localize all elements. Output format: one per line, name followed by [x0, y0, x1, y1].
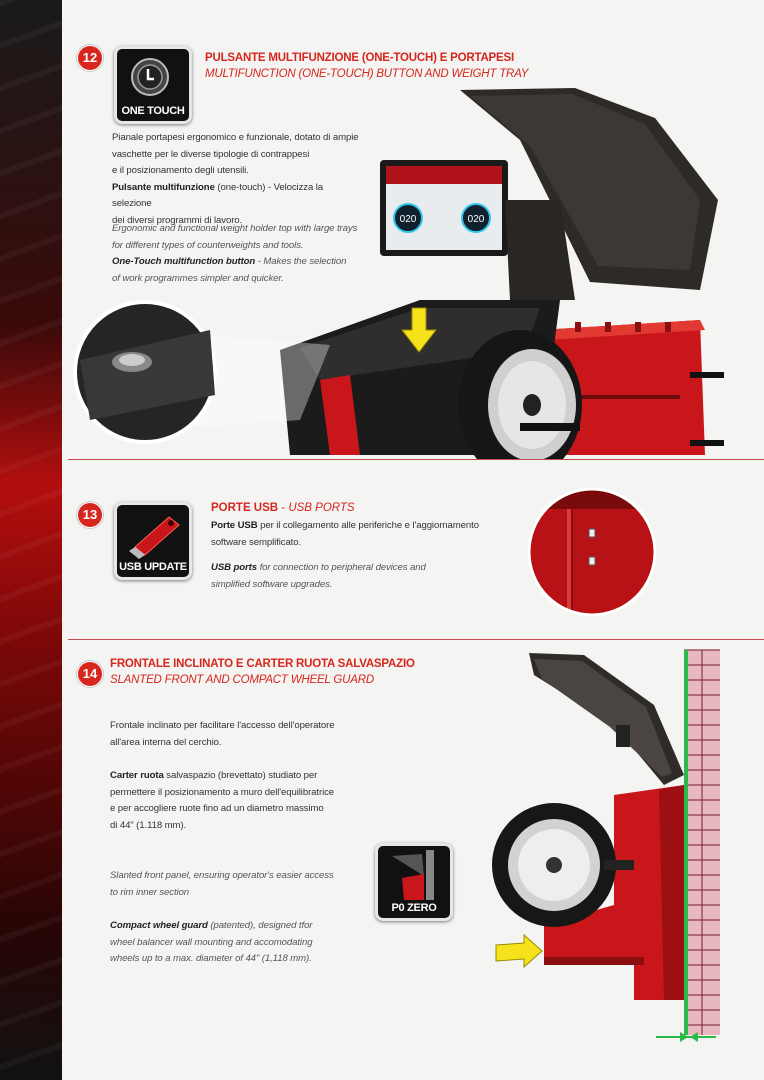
section-13-title	[211, 502, 355, 514]
text-bold: One-Touch multifunction button	[112, 256, 256, 267]
section-divider	[68, 459, 764, 460]
text-bold: Porte USB	[211, 520, 258, 531]
text-line: simplified software upgrades.	[211, 578, 333, 590]
section-14-title-en: SLANTED FRONT AND COMPACT WHEEL GUARD	[110, 674, 374, 686]
text-bold: USB ports	[211, 562, 258, 573]
screen-value-left: 020	[399, 214, 417, 225]
section-12-title-en: MULTIFUNCTION (ONE-TOUCH) BUTTON AND WEIGHT TRAY	[205, 68, 529, 80]
section-14-text-it-2	[110, 768, 380, 834]
wall-mounted-balancer-illustration	[484, 645, 744, 1045]
section-14-text-en-1	[110, 868, 380, 901]
screen-value-right: 020	[467, 214, 485, 225]
text-bold: Compact wheel guard	[110, 920, 208, 931]
text-line: Frontale inclinato per facilitare l'accesso dell'operatore	[110, 720, 335, 731]
one-touch-badge-label: ONE TOUCH	[121, 105, 185, 117]
section-divider	[68, 639, 764, 640]
p0-zero-badge	[375, 843, 453, 921]
wheel-balancer-illustration	[0, 0, 764, 460]
title-separator: -	[278, 502, 289, 514]
text-line: permettere il posizionamento a muro dell'equilibratrice	[110, 786, 335, 798]
text-line: salvaspazio (brevettato) studiato per	[163, 770, 318, 781]
section-14-text-en-2	[110, 918, 380, 968]
usb-update-badge-label: USB UPDATE	[119, 561, 187, 573]
text-line: - Makes the selection	[255, 256, 347, 267]
section-13-title-en: USB PORTS	[288, 502, 355, 514]
text-line: all'area interna del cerchio.	[110, 736, 222, 748]
text-line: wheels up to a max. diameter of 44" (1,118 mm).	[110, 953, 312, 964]
section-13-title-it: PORTE USB	[211, 502, 279, 514]
text-line: to rim inner section	[110, 886, 190, 898]
section-13-text-en	[211, 560, 501, 593]
text-line: Pianale portapesi ergonomico e funzionale, dotato di ampie	[112, 132, 359, 143]
text-line: of work programmes simpler and quicker.	[112, 272, 284, 284]
usb-update-badge	[114, 502, 192, 580]
p0-zero-badge-label: P0 ZERO	[391, 902, 437, 914]
text-line: Slanted front panel, ensuring operator's easier access	[110, 870, 334, 881]
text-line: e per accogliere ruote fino ad un diametro massimo	[110, 803, 324, 814]
section-number-13: 13	[77, 502, 103, 528]
usb-stick-icon	[117, 505, 189, 561]
section-number-12: 12	[77, 45, 103, 71]
text-line: Ergonomic and functional weight holder top with large trays	[112, 223, 358, 234]
text-bold: Carter ruota	[110, 770, 164, 781]
text-line: for connection to peripheral devices and	[257, 562, 426, 573]
text-bold: Pulsante multifunzione	[112, 181, 215, 193]
text-line: per il collegamento alle periferiche e l'aggiornamento	[257, 520, 479, 531]
section-number-14: 14	[77, 661, 103, 687]
usb-ports-closeup	[517, 487, 667, 617]
text-line: (one-touch) - Velocizza la selezione	[112, 181, 324, 209]
text-line: dei diversi programmi di lavoro.	[112, 214, 243, 226]
section-13-text-it	[211, 518, 501, 551]
text-line: wheel balancer wall mounting and accomodating	[110, 936, 313, 948]
wall-wheel-guard-icon	[378, 846, 450, 902]
section-14-title-it: FRONTALE INCLINATO E CARTER RUOTA SALVASPAZIO	[110, 658, 415, 670]
section-12-title-it: PULSANTE MULTIFUNZIONE (ONE-TOUCH) E PORTAPESI	[205, 52, 514, 64]
text-line: (patented), designed tfor	[207, 920, 313, 931]
text-line: e il posizionamento degli utensili.	[112, 165, 249, 176]
text-line: di 44" (1.118 mm).	[110, 819, 187, 831]
text-line: software semplificato.	[211, 536, 302, 548]
section-14-text-it-1	[110, 718, 380, 751]
text-line: vaschette per le diverse tipologie di contrappesi	[112, 148, 310, 160]
text-line: for different types of counterweights and tools.	[112, 239, 304, 251]
